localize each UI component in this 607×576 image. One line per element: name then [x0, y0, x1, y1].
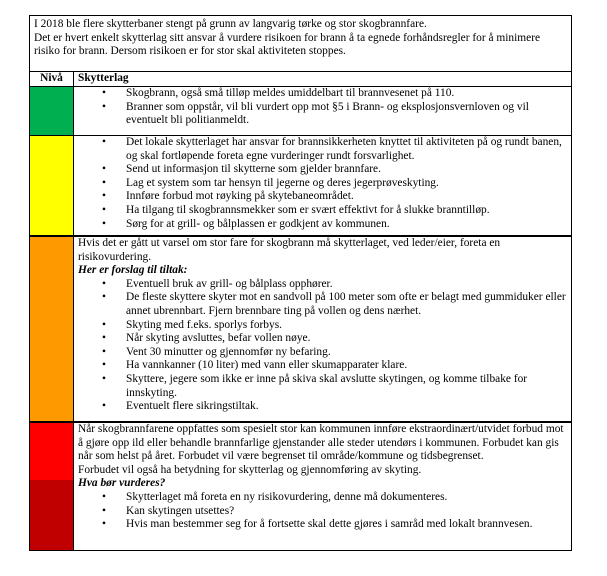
- list-item: • Ha vannkanner (10 liter) med vann eller skumapparater klare.: [126, 359, 567, 373]
- intro-line-1: I 2018 ble flere skytterbaner stengt på grunn av langvarig tørke og stor skogbrannfare.: [34, 18, 427, 30]
- orange-intro: Hvis det er gått ut varsel om stor fare for skogbrann må skytterlaget, ved leder/eier, foreta en risikovurdering.: [78, 237, 501, 263]
- level-swatch-yellow: [30, 136, 74, 235]
- list-item: • Lag et system som tar hensyn til jegerne og deres jegerprøveskyting.: [126, 177, 567, 191]
- level-swatch-red: [30, 423, 73, 480]
- red-subheading: Hva bør vurderes?: [78, 477, 166, 490]
- list-item: • Eventuell bruk av grill- og bålplass opphører.: [126, 278, 567, 292]
- header-club: Skytterlag: [78, 72, 129, 84]
- intro-section: [30, 16, 571, 72]
- list-item: • Eventuelt flere sikringstiltak.: [126, 400, 567, 414]
- list-item: • Skytterlaget må foreta en ny risikovurdering, denne må dokumenteres.: [126, 491, 567, 505]
- level-row-green: [30, 87, 571, 136]
- fire-risk-document: [29, 15, 572, 551]
- list-item: • Hvis man bestemmer seg for å fortsette skal dette gjøres i samråd med lokalt brannvesen.: [126, 518, 567, 532]
- level-row-red: [30, 423, 571, 550]
- list-item: • Skyting med f.eks. sporlys forbys.: [126, 319, 567, 333]
- level-swatch-dark-red: [30, 480, 73, 550]
- header-level: Nivå: [30, 72, 74, 86]
- green-bullets: [78, 87, 567, 128]
- red-intro: Når skogbrannfarene oppfattes som spesielt stor kan kommunen innføre ekstraordinært/utvidet forbud mot å gjøre opp ild eller behandle brannfarlige gjenstander alle steder utendørs i kommunen. Forbudet kan gis når som helst på året. Forbudet vil være begrenset til område/kommune og tidsbegrenset.: [78, 423, 564, 463]
- table-header-row: [30, 72, 571, 87]
- list-item: • Når skyting avsluttes, befar vollen nøye.: [126, 332, 567, 346]
- level-swatch-red-stack: [30, 423, 74, 550]
- list-item: • Skyttere, jegere som ikke er inne på skiva skal avslutte skytingen, og komme tilbake for innskyting.: [126, 373, 567, 400]
- level-swatch-green: [30, 87, 74, 135]
- list-item: • Send ut informasjon til skytterne som gjelder brannfare.: [126, 163, 567, 177]
- red-bullets: [78, 491, 567, 532]
- list-item: • Innføre forbud mot røyking på skytebaneområdet.: [126, 190, 567, 204]
- intro-line-2: Det er hvert enkelt skytterlag sitt ansvar å vurdere risikoen for brann å ta egnede forhåndsregler for å minimere risiko for brann. Dersom risikoen er for stor skal aktiviteten stoppes.: [34, 31, 541, 58]
- list-item: • Branner som oppstår, vil bli vurdert opp mot §5 i Brann- og eksplosjonsvernloven og vil eventuelt bli politianmeldt.: [126, 101, 567, 128]
- level-swatch-orange: [30, 237, 74, 421]
- list-item: • Kan skytingen utsettes?: [126, 505, 567, 519]
- list-item: • Skogbrann, også små tilløp meldes umiddelbart til brannvesenet på 110.: [126, 87, 567, 101]
- level-row-yellow: [30, 136, 571, 237]
- list-item: • Ha tilgang til skogbrannsmekker som er svært effektivt for å slukke branntilløp.: [126, 204, 567, 218]
- list-item: • Sørg for at grill- og bålplassen er godkjent av kommunen.: [126, 218, 567, 232]
- orange-subheading: Her er forslag til tiltak:: [78, 264, 188, 277]
- red-text-2: Forbudet vil også ha betydning for skytterlag og gjennomføring av skyting.: [78, 463, 422, 476]
- list-item: • De fleste skyttere skyter mot en sandvoll på 100 meter som ofte er belagt med gummiduker eller annet ubrennbart. Fjern brennbare ting på vollen og dens nærhet.: [126, 291, 567, 318]
- yellow-bullets: [78, 136, 567, 231]
- list-item: • Vent 30 minutter og gjennomfør ny befaring.: [126, 346, 567, 360]
- orange-bullets: [78, 278, 567, 414]
- level-row-orange: [30, 237, 571, 423]
- list-item: • Det lokale skytterlaget har ansvar for brannsikkerheten knyttet til aktiviteten på og rundt banen, og skal fortløpende foreta egne vurderinger rundt forsvarlighet.: [126, 136, 567, 163]
